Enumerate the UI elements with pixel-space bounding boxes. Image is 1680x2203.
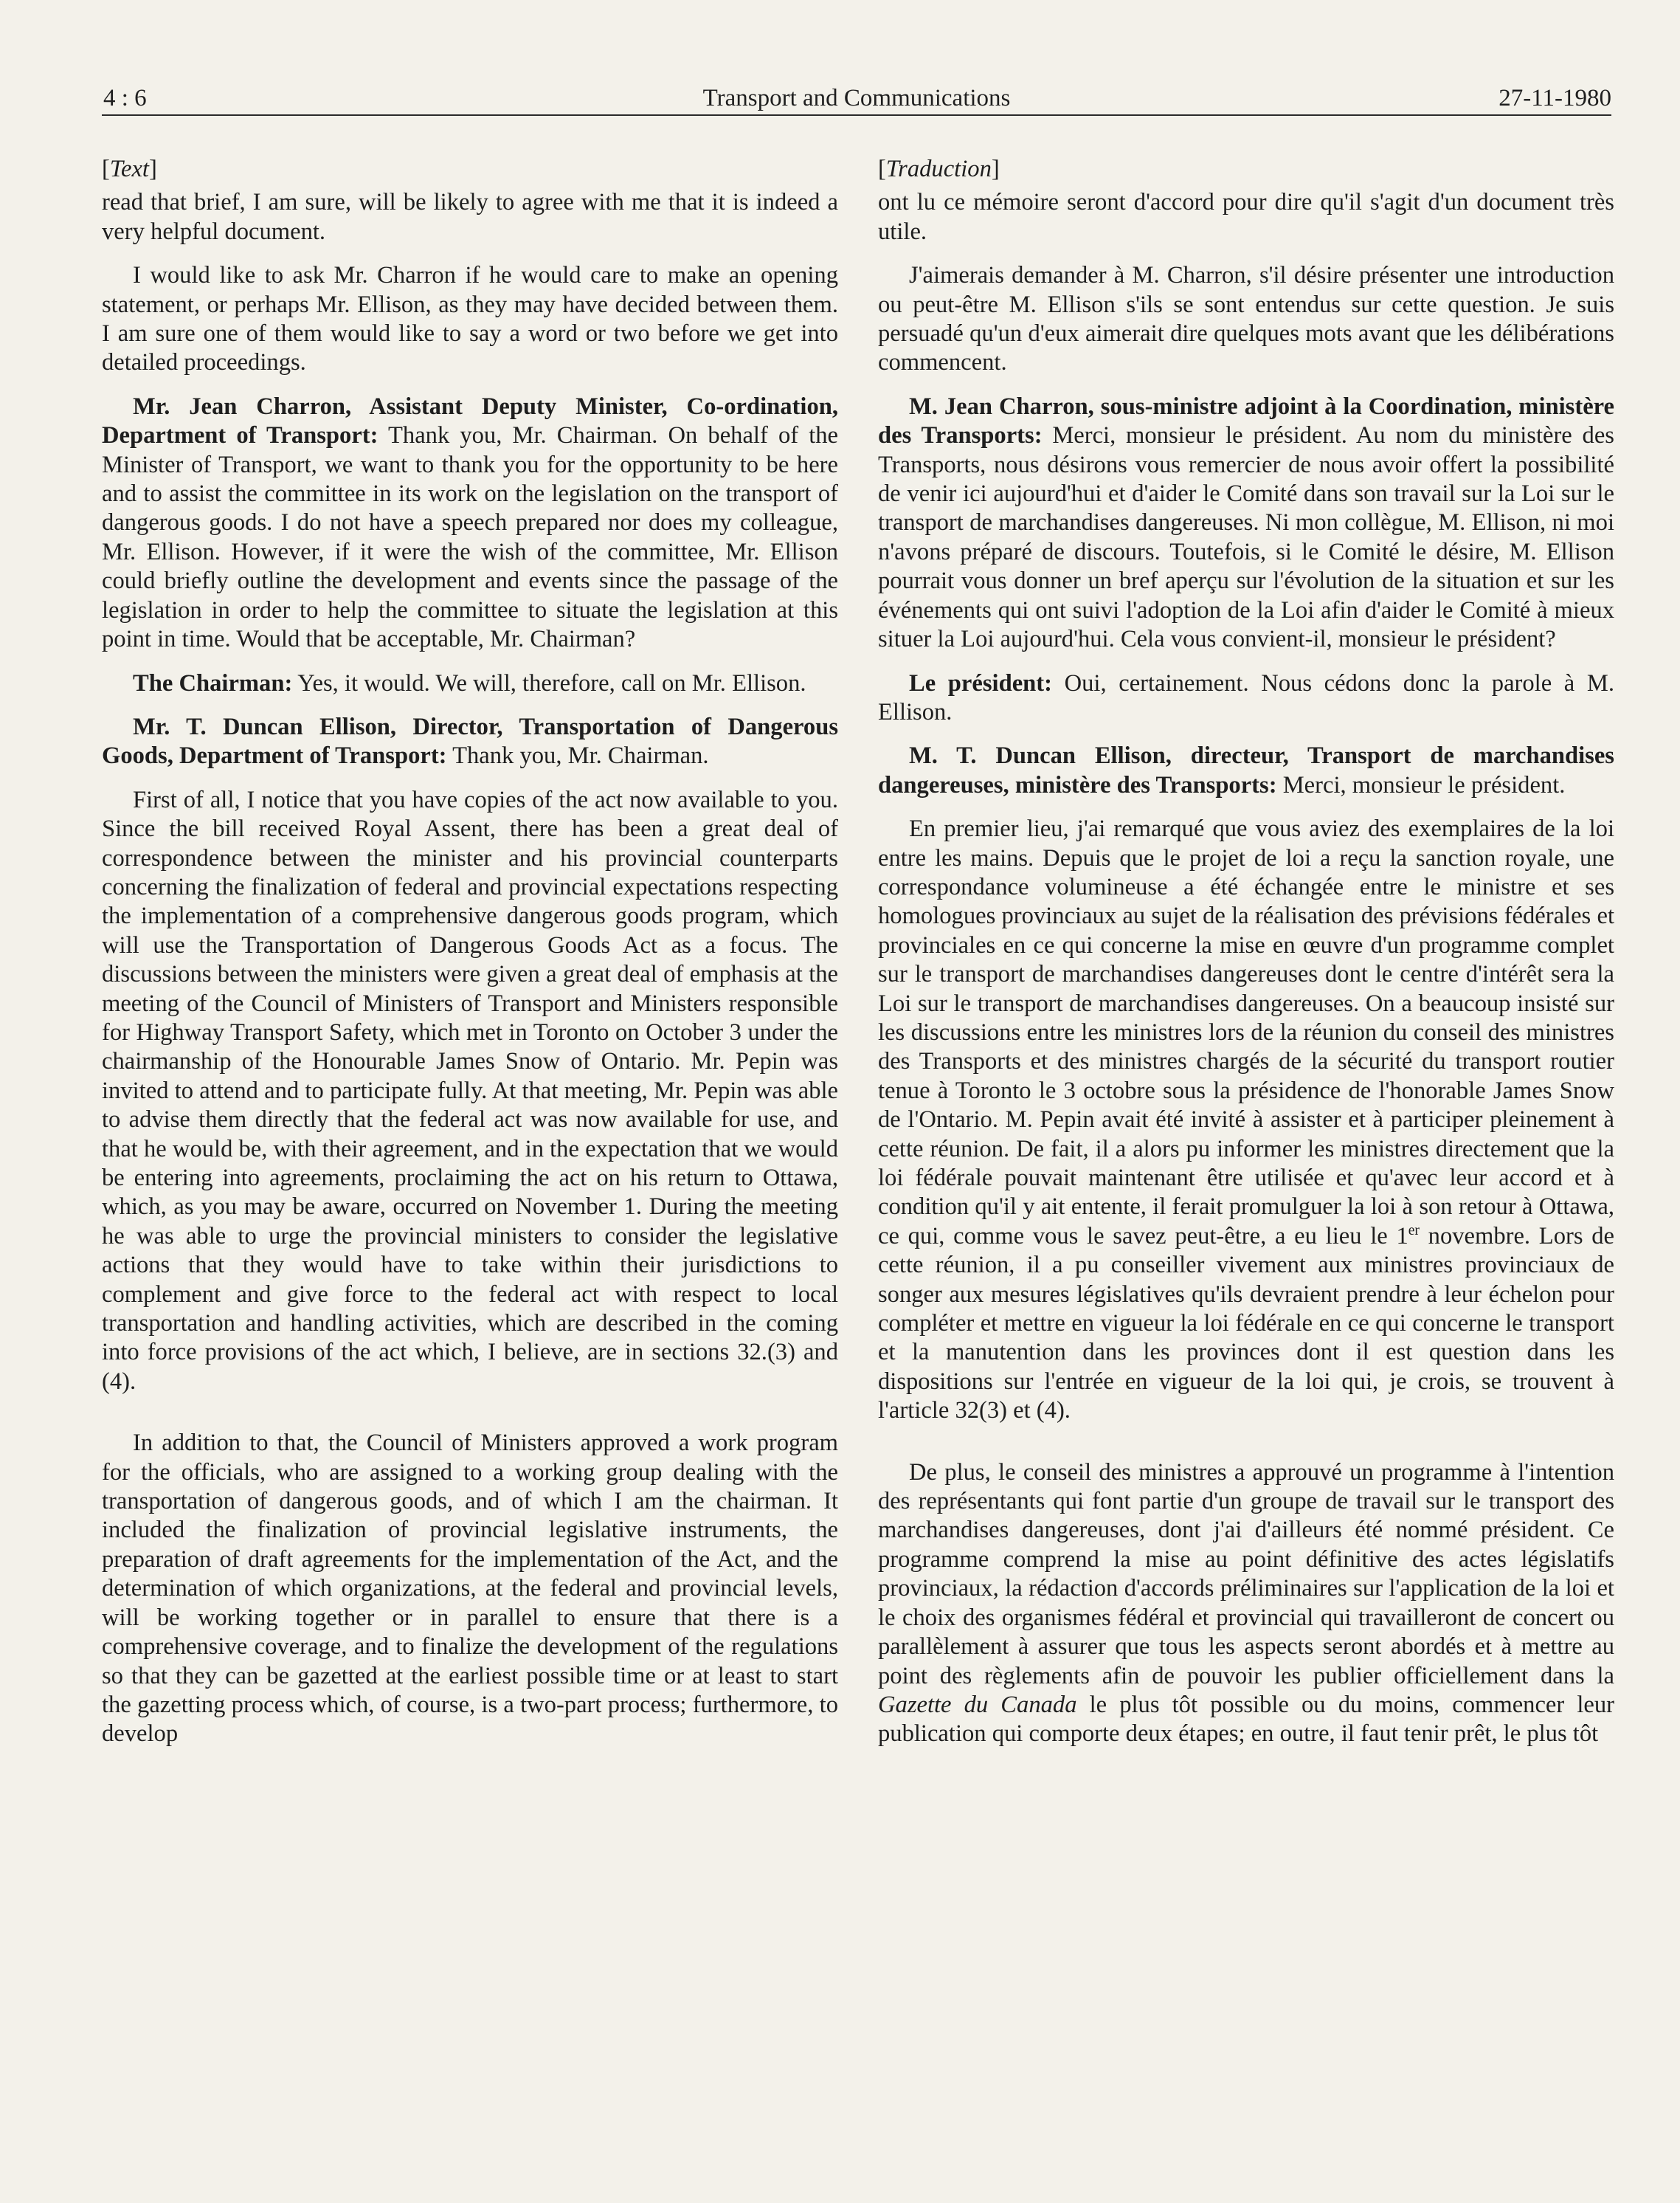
speaker-name: M. T. Duncan Ellison, directeur, Transport de marchandises dangereuses, ministère des Transports: [878,742,1614,799]
speech-text: Merci, monsieur le président. Au nom du ministère des Transports, nous désirons vous remercier de nous avoir offert la possibilité de venir ici aujourd'hui et d'aider le Comité dans son travail sur la Loi sur le transport de marchandises dangereuses. Ni mon collègue, M. Ellison, ni moi n'avons préparé de discours. Toutefois, si le Comité le désire, M. Ellison pourrait vous donner un bref aperçu sur l'évolution de la situation et sur les événements qui ont suivi l'adoption de la Loi afin d'aider le Comité à mieux situer la Loi aujourd'hui. Cela vous convient-il, monsieur le président? [878,422,1614,653]
speech-paragraph [878,669,1614,728]
paragraph: First of all, I notice that you have copies of the act now available to you. Since the bill received Royal Assent, there has been a great deal of correspondence between the minister and his provincial counterparts concerning the finalization of federal and provincial expectations respecting the implementation of a comprehensive dangerous goods program, which will use the Transportation of Dangerous Goods Act as a focus. The discussions between the ministers were given a great deal of emphasis at the meeting of the Council of Ministers of Transport and Ministers responsible for Highway Transport Safety, which met in Toronto on October 3 under the chairmanship of the Honourable James Snow of Ontario. Mr. Pepin was invited to attend and to participate fully. At that meeting, Mr. Pepin was able to advise them directly that the federal act was now available for use, and that he would be, with their agreement, and in the expectation that we would be entering into agreements, proclaiming the act on his return to Ottawa, which, as you may be aware, occurred on November 1. During the meeting he was able to urge the provincial ministers to consider the legislative actions that they would have to take within their jurisdictions to complement and give force to the federal act with respect to local transportation and handling activities, which are described in the coming into force provisions of the act which, I believe, are in sections 32.(3) and (4). [102,786,838,1395]
speech-paragraph [102,669,838,698]
paragraph: ont lu ce mémoire seront d'accord pour dire qu'il s'agit d'un document très utile. [878,189,1614,245]
speech-text: Thank you, Mr. Chairman. [446,742,709,770]
speech-paragraph [878,393,1614,655]
header-rule [102,114,1611,116]
english-column [102,155,838,1749]
running-header [102,80,1611,117]
text-tag: [Text] [102,156,157,182]
traduction-tag: [Traduction] [878,156,1000,182]
paragraph: De plus, le conseil des ministres a approuvé un programme à l'intention des représentants qui font partie d'un groupe de travail sur le transport des marchandises dangereuses, dont j'ai d'ailleurs été nommé président. Ce programme comprend la mise au point définitive des actes législatifs provinciaux, la rédaction d'accords préliminaires sur l'application de la loi et le choix des organismes fédéral et provincial qui travailleront de concert ou parallèlement à assurer que tous les aspects seront abordés et à mettre au point des règlements afin de pouvoir les publier officiellement dans la Gazette du Canada le plus tôt possible ou du moins, commencer leur publication qui comporte deux étapes; en outre, il faut tenir prêt, le plus tôt [878,1458,1614,1748]
speech-text: Oui, certainement. Nous cédons donc la parole à M. Ellison. [878,669,1615,725]
speaker-name: Mr. T. Duncan Ellison, Director, Transportation of Dangerous Goods, Department of Transport: [102,713,838,770]
paragraph: In addition to that, the Council of Ministers approved a work program for the officials, who are assigned to a working group dealing with the transportation of dangerous goods, and of which I am the chairman. It included the finalization of provincial legislative instruments, the preparation of draft agreements for the implementation of the Act, and the determination of which organizations, at the federal and provincial levels, will be working together or in parallel to ensure that there is a comprehensive coverage, and to finalize the development of the regulations so that they can be gazetted at the earliest possible time or at least to start the gazetting process which, of course, is a two-part process; furthermore, to develop [102,1430,838,1748]
running-title: Transport and Communications [702,85,1011,111]
speaker-name: Le président: [909,669,1052,697]
speech-paragraph [102,713,838,771]
speaker-name: The Chairman: [133,669,293,697]
paragraph: En premier lieu, j'ai remarqué que vous aviez des exemplaires de la loi entre les mains. Depuis que le projet de loi a reçu la sanction royale, une correspondance volumineuse a été échangée entre le ministre et ses homologues provinciaux au sujet de la réalisation des prévisions fédérales et provinciales en ce qui concerne la mise en œuvre d'un programme complet sur le transport de marchandises dangereuses dont le centre d'intérêt sera la Loi sur le transport de marchandises dangereuses. On a beaucoup insisté sur les discussions entre les ministres lors de la réunion du conseil des ministres des Transports et des ministres chargés de la sécurité du transport routier tenue à Toronto le 3 octobre sous la présidence de l'honorable James Snow de l'Ontario. M. Pepin avait été invité à assister et à participer pleinement à cette réunion. De fait, il a alors pu informer les ministres directement que la loi fédérale pouvait maintenant être utilisée et qu'avec leur accord et à condition qu'il y ait entente, il ferait promulguer la loi à son retour à Ottawa, ce qui, comme vous le savez peut-être, a eu lieu le 1er novembre. Lors de cette réunion, il a pu conseiller vivement aux ministres provinciaux de songer aux mesures législatives qu'ils devraient prendre à leur échelon pour compléter et mettre en vigueur la loi fédérale en ce qui concerne le transport et la manutention dans les provinces dont il est question dans les dispositions sur l'entrée en vigueur de la loi qui, je crois, se trouvent à l'article 32(3) et (4). [878,816,1614,1424]
speech-paragraph [878,742,1614,800]
speech-text: Merci, monsieur le président. [1276,771,1566,799]
publication-title: Gazette du Canada [878,1691,1077,1718]
speech-paragraph [102,393,838,655]
header-date: 27-11-1980 [1498,85,1611,111]
speech-text: Thank you, Mr. Chairman. On behalf of the Minister of Transport, we want to thank you for the opportunity to be here and to assist the committee in its work on the legislation on the transport of dangerous goods. I do not have a speech prepared nor does my colleague, Mr. Ellison. However, if it were the wish of the committee, Mr. Ellison could briefly outline the development and events since the passage of the legislation in order to help the committee to situate the legislation at this point in time. Would that be acceptable, Mr. Chairman? [102,422,839,653]
page-number: 4 : 6 [103,85,147,111]
speech-text: Yes, it would. We will, therefore, call on Mr. Ellison. [292,669,806,697]
ordinal-superscript: er [1408,1222,1420,1238]
paragraph: I would like to ask Mr. Charron if he would care to make an opening statement, or perhaps Mr. Ellison, as they may have decided between them. I am sure one of them would like to say a word or two before we get into detailed proceedings. [102,262,838,376]
paragraph: read that brief, I am sure, will be likely to agree with me that it is indeed a very helpful document. [102,189,838,245]
french-column [878,155,1614,1749]
speaker-name: Mr. Jean Charron, Assistant Deputy Minister, Co-ordination, Department of Transport: [102,393,838,449]
speaker-name: M. Jean Charron, sous-ministre adjoint à la Coordination, ministère des Transports: [878,393,1614,449]
paragraph: J'aimerais demander à M. Charron, s'il désire présenter une introduction ou peut-être M. Ellison s'ils se sont entendus sur cette question. Je suis persuadé qu'un d'eux aimerait dire quelques mots avant que les délibérations commencent. [878,262,1614,376]
